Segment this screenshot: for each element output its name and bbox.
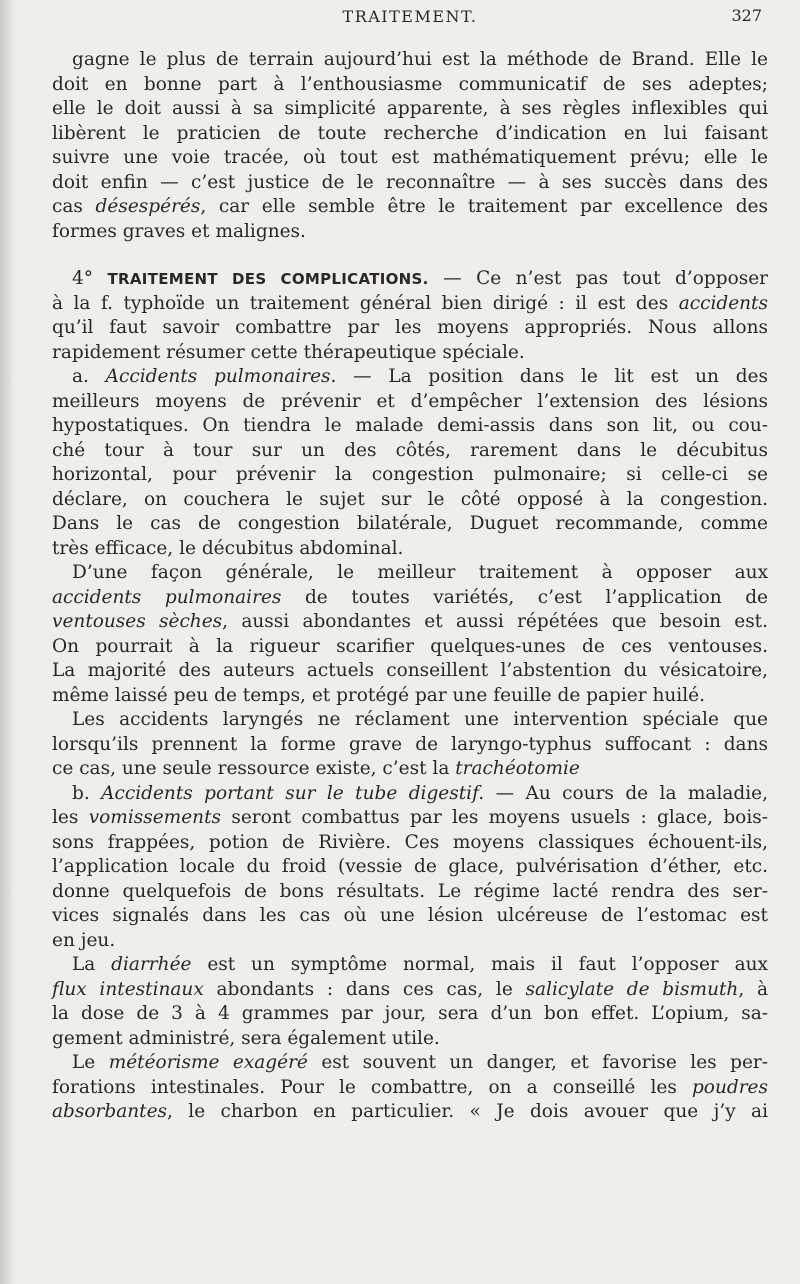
- text-line: [52, 439, 768, 464]
- text-run: La majorité des auteurs actuels conseillent l’abstention du vésicatoire,: [52, 660, 768, 681]
- text-run: vices signalés dans les cas où une lésion ulcéreuse de l’estomac est: [52, 905, 768, 926]
- text-line: [52, 1002, 768, 1027]
- text-line: [52, 488, 768, 513]
- text-line: [52, 659, 768, 684]
- text-run: Dans le cas de congestion bilatérale, Duguet recommande, comme: [52, 513, 768, 534]
- italic-term: flux intestinaux: [52, 978, 204, 1000]
- text-run: la dose de 3 à 4 grammes par jour, sera d’un bon effet. L’opium, sa-: [52, 1003, 768, 1024]
- text-run: ché tour à tour sur un des côtés, rarement dans le décubitus: [52, 439, 768, 461]
- italic-term: ventouses sèches: [52, 611, 223, 632]
- text-line: [52, 1100, 768, 1125]
- text-run: doit enfin — c’est justice de le reconnaître — à ses succès dans des: [52, 171, 768, 193]
- text-run: lorsqu’ils prennent la forme grave de laryngo-typhus suffocant : dans: [52, 733, 768, 755]
- page-header: [52, 0, 768, 40]
- text-line: [52, 365, 768, 390]
- italic-term: diarrhée: [111, 954, 192, 975]
- section-gap: [52, 244, 768, 267]
- text-run: ce cas, une seule ressource existe, c’est la: [52, 758, 456, 779]
- text-line: [52, 929, 768, 954]
- text-line: [52, 880, 768, 905]
- text-run: sons frappées, potion de Rivière. Ces moyens classiques échouent-ils,: [52, 831, 768, 853]
- text-line: [52, 904, 768, 929]
- section-heading: TRAITEMENT DES COMPLICATIONS.: [107, 270, 429, 288]
- italic-term: absorbantes: [52, 1101, 168, 1122]
- italic-term: accidents: [678, 292, 768, 314]
- book-page: [52, 0, 769, 1122]
- text-run: doit en bonne part à l’enthousiasme communicatif de ses adeptes;: [52, 73, 768, 95]
- text-run: déclare, on couchera le sujet sur le côté opposé à la congestion.: [52, 488, 768, 510]
- text-line: [52, 195, 768, 220]
- text-run: , le charbon en particulier. « Je dois avouer que j’y ai: [167, 1101, 768, 1122]
- text-line: [52, 341, 768, 366]
- italic-term: salicylate de bismuth: [525, 978, 739, 1000]
- text-run: de toutes variétés, c’est l’application de: [281, 586, 769, 608]
- text-line: [52, 757, 768, 782]
- text-line: [52, 733, 768, 758]
- paragraph: [52, 267, 768, 365]
- text-line: [52, 684, 768, 709]
- text-run: forations intestinales. Pour le combattre, on a conseillé les: [52, 1076, 692, 1098]
- text-line: [52, 316, 768, 341]
- text-run: très efficace, le décubitus abdominal.: [52, 537, 404, 559]
- text-run: les: [52, 807, 89, 828]
- text-line: [52, 73, 768, 98]
- text-run: est souvent un danger, et favorise les per-: [307, 1052, 768, 1073]
- text-run: l’application locale du froid (vessie de glace, pulvérisation d’éther, etc.: [52, 856, 768, 877]
- italic-term: Accidents portant sur le tube digestif.: [101, 782, 485, 804]
- page-number: 327: [731, 6, 762, 25]
- text-run: abondants : dans ces cas, le: [203, 978, 526, 1000]
- text-line: [52, 122, 768, 147]
- text-run: rapidement résumer cette thérapeutique spéciale.: [52, 341, 525, 363]
- text-run: Les accidents laryngés ne réclament une intervention spéciale que: [72, 709, 768, 730]
- text-run: Le: [72, 1052, 109, 1073]
- text-run: b.: [72, 782, 102, 804]
- text-line: [52, 855, 768, 880]
- text-line: [52, 292, 768, 317]
- paragraph: [52, 782, 768, 954]
- italic-term: météorisme exagéré: [108, 1052, 308, 1073]
- italic-term: Accidents pulmonaires.: [105, 366, 337, 387]
- text-line: [52, 537, 768, 562]
- text-line: [52, 171, 768, 196]
- text-run: gement administré, sera également utile.: [52, 1027, 440, 1049]
- text-run: formes graves et malignes.: [52, 220, 306, 242]
- paragraph: [52, 48, 768, 244]
- paragraph: [52, 365, 768, 561]
- text-run: hypostatiques. On tiendra le malade demi-assis dans son lit, ou cou-: [52, 415, 768, 436]
- text-run: 4°: [72, 268, 108, 289]
- text-line: [52, 831, 768, 856]
- paragraph: [52, 1051, 768, 1125]
- text-run: libèrent le praticien de toute recherche d’indication en lui faisant: [52, 122, 768, 144]
- text-run: On pourrait à la rigueur scarifier quelques-unes de ces ventouses.: [52, 635, 768, 657]
- italic-term: trachéotomie: [455, 758, 580, 779]
- text-run: meilleurs moyens de prévenir et d’empêcher l’extension des lésions: [52, 390, 768, 412]
- paragraph: [52, 561, 768, 708]
- text-run: même laissé peu de temps, et protégé par une feuille de papier huilé.: [52, 684, 705, 706]
- text-run: gagne le plus de terrain aujourd’hui est la méthode de Brand. Elle le: [72, 49, 768, 70]
- text-run: a.: [72, 366, 106, 387]
- text-line: [52, 146, 768, 171]
- italic-term: accidents pulmonaires: [52, 586, 282, 608]
- book-binding-edge: [0, 0, 14, 1284]
- text-line: [52, 1051, 768, 1076]
- body-text: [52, 48, 768, 1125]
- text-line: [52, 978, 768, 1003]
- text-run: suivre une voie tracée, où tout est mathématiquement prévu; elle le: [52, 147, 768, 168]
- text-line: [52, 414, 768, 439]
- text-run: cas: [52, 196, 96, 217]
- italic-term: vomissements: [88, 807, 222, 828]
- text-run: donne quelquefois de bons résultats. Le régime lacté rendra des ser-: [52, 880, 768, 902]
- text-run: à la f. typhoïde un traitement général bien dirigé : il est des: [52, 292, 679, 314]
- text-run: en jeu.: [52, 929, 116, 951]
- text-run: , aussi abondantes et aussi répétées que besoin est.: [222, 611, 769, 632]
- text-line: [52, 220, 768, 245]
- text-run: elle le doit aussi à sa simplicité apparente, à ses règles inflexibles qui: [52, 98, 768, 119]
- text-run: — Au cours de la maladie,: [484, 782, 768, 804]
- text-line: [52, 953, 768, 978]
- text-line: [52, 806, 768, 831]
- text-run: qu’il faut savoir combattre par les moyens appropriés. Nous allons: [52, 317, 768, 338]
- text-run: , à: [738, 978, 768, 1000]
- text-line: [52, 561, 768, 586]
- text-run: , car elle semble être le traitement par excellence des: [200, 196, 768, 217]
- text-line: [52, 48, 768, 73]
- text-line: [52, 782, 768, 807]
- italic-term: désespérés: [95, 196, 201, 217]
- text-run: — La position dans le lit est un des: [336, 366, 768, 387]
- text-run: La: [72, 954, 112, 975]
- text-line: [52, 708, 768, 733]
- text-run: horizontal, pour prévenir la congestion pulmonaire; si celle-ci se: [52, 464, 768, 485]
- text-line: [52, 635, 768, 660]
- text-run: est un symptôme normal, mais il faut l’opposer aux: [191, 954, 768, 975]
- text-run: — Ce n’est pas tout d’opposer: [428, 268, 768, 289]
- running-title: TRAITEMENT.: [342, 7, 478, 26]
- paragraph: [52, 953, 768, 1051]
- text-line: [52, 97, 768, 122]
- text-line: [52, 390, 768, 415]
- text-line: [52, 1076, 768, 1101]
- text-run: seront combattus par les moyens usuels : glace, bois-: [221, 807, 768, 828]
- italic-term: poudres: [691, 1076, 768, 1098]
- text-run: D’une façon générale, le meilleur traitement à opposer aux: [72, 562, 768, 583]
- text-line: [52, 267, 768, 292]
- text-line: [52, 586, 768, 611]
- text-line: [52, 610, 768, 635]
- paragraph: [52, 708, 768, 782]
- text-line: [52, 512, 768, 537]
- text-line: [52, 1027, 768, 1052]
- text-line: [52, 463, 768, 488]
